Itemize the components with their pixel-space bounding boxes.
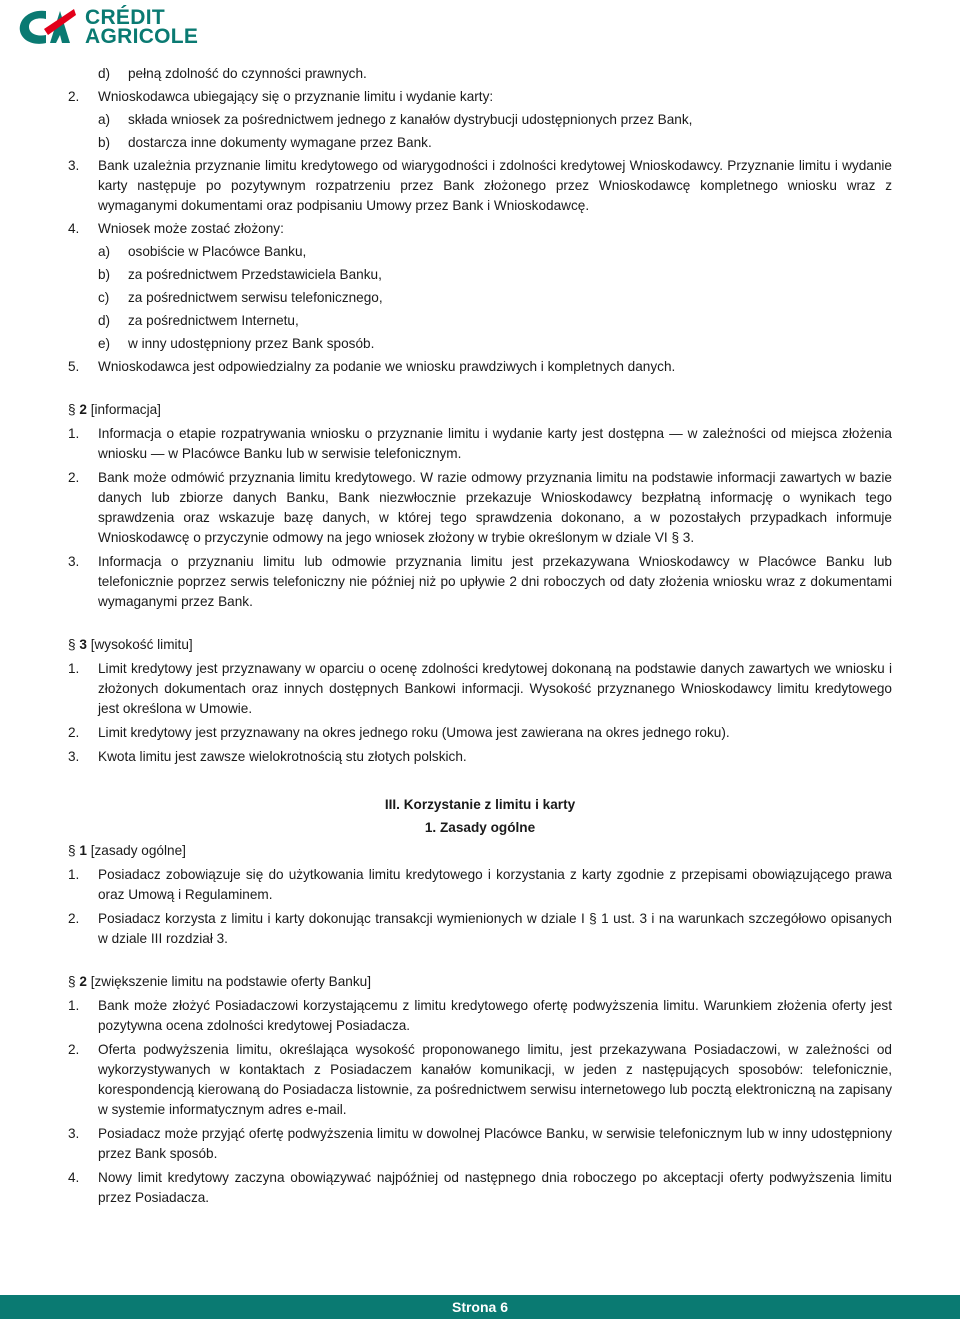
item-text: Bank uzależnia przyznanie limitu kredytowego od wiarygodności i zdolności kredytowej Wnioskodawcy. Przyznanie limitu i wydanie karty następuje po pozytywnym rozpatrzeniu przez Bank złożonego przez Wnioskodawcę kompletnego wniosku wraz z wymaganymi dokumentami oraz podpisaniu Umowy przez Bank i Wnioskodawcę. — [98, 158, 892, 213]
sub-list-item — [98, 311, 892, 331]
item-text: osobiście w Placówce Banku, — [128, 244, 307, 259]
sub-list-item — [98, 334, 892, 354]
sub-list-item — [98, 242, 892, 262]
section-number: 2 — [79, 402, 87, 417]
item-number: e) — [98, 336, 111, 351]
list-item — [68, 747, 892, 767]
section-title: [zwiększenie limitu na podstawie oferty Banku] — [90, 974, 372, 989]
item-text: Limit kredytowy jest przyznawany w oparciu o ocenę zdolności kredytowej dokonaną na podstawie danych zawartych we wniosku i złożonych dokumentach oraz innych dostępnych Bankowi informacji. Wysokość przyznanego Wnioskodawcy limitu kredytowego jest określona w Umowie. — [98, 661, 892, 716]
list-item — [68, 1040, 892, 1120]
item-text: za pośrednictwem Internetu, — [128, 313, 299, 328]
item-text: za pośrednictwem Przedstawiciela Banku, — [128, 267, 382, 282]
application-section — [68, 64, 892, 377]
item-number: 2. — [68, 911, 80, 926]
item-number: 1. — [68, 998, 80, 1013]
item-text: w inny udostępniony przez Bank sposób. — [128, 336, 375, 351]
list-item — [68, 357, 892, 377]
section-heading-zasady-ogolne — [68, 841, 892, 861]
section-symbol: § — [68, 637, 76, 652]
item-number: b) — [98, 267, 111, 282]
section-symbol: § — [68, 402, 76, 417]
item-number: 3. — [68, 749, 80, 764]
item-text: Oferta podwyższenia limitu, określająca wysokość proponowanego limitu, jest przekazywana Posiadaczowi, w zależności od wykorzystywanych w kontaktach z Posiadaczem kanałów komunikacji, w jeden z następujących sposobów: telefonicznie, korespondencją kierowaną do Posiadacza listownie, za pośrednictwem serwisu internetowego lub pocztą elektroniczną na zapisany w systemie informatycznym adres e-mail. — [98, 1042, 892, 1117]
informacja-list — [68, 420, 892, 612]
item-text: Posiadacz zobowiązuje się do użytkowania limitu kredytowego i korzystania z karty zgodnie z przepisami obowiązującego prawa oraz Umową i Regulaminem. — [98, 867, 892, 902]
item-text: Posiadacz może przyjąć ofertę podwyższenia limitu w dowolnej Placówce Banku, w serwisie telefonicznym lub w inny udostępniony przez Bank sposób. — [98, 1126, 892, 1161]
list-item — [68, 1168, 892, 1208]
item-text: Nowy limit kredytowy zaczyna obowiązywać najpóźniej od następnego dnia roboczego po akceptacji oferty podwyższenia limitu przez Posiadacza. — [98, 1170, 892, 1205]
page-number: Strona 6 — [451, 1299, 508, 1315]
zwiekszenie-limitu-list — [68, 992, 892, 1208]
item-number: 2. — [68, 470, 80, 485]
list-item — [68, 219, 892, 239]
list-item — [68, 865, 892, 905]
item-number: 4. — [68, 221, 80, 236]
item-number: 2. — [68, 1042, 80, 1057]
item-text: Kwota limitu jest zawsze wielokrotnością stu złotych polskich. — [98, 749, 467, 764]
item-number: 3. — [68, 158, 80, 173]
item-text: Posiadacz korzysta z limitu i karty dokonując transakcji wymienionych w dziale I § 1 ust. 3 i na warunkach szczegółowo opisanych w dziale III rozdział 3. — [98, 911, 892, 946]
logo-line-2: AGRICOLE — [85, 25, 199, 48]
logo-line-1: CRÉDIT — [85, 6, 165, 29]
list-item — [68, 468, 892, 548]
section-heading-informacja — [68, 400, 892, 420]
item-number: 1. — [68, 426, 80, 441]
section-title: [wysokość limitu] — [90, 637, 193, 652]
section-number: 1 — [79, 843, 87, 858]
item-text: Wnioskodawca ubiegający się o przyznanie limitu i wydanie karty: — [98, 89, 494, 104]
section-heading-zwiekszenie-limitu — [68, 972, 892, 992]
item-text: pełną zdolność do czynności prawnych. — [128, 66, 367, 81]
sub-list-item — [98, 288, 892, 308]
section-title: [informacja] — [90, 402, 161, 417]
wysokosc-limitu-list — [68, 655, 892, 767]
section-number: 3 — [79, 637, 87, 652]
item-number: a) — [98, 112, 111, 127]
section-heading-wysokosc-limitu — [68, 635, 892, 655]
item-number: 2. — [68, 89, 80, 104]
item-number: c) — [98, 290, 110, 305]
item-number: 3. — [68, 1126, 80, 1141]
item-text: składa wniosek za pośrednictwem jednego z kanałów dystrybucji udostępnionych przez Bank, — [128, 112, 693, 127]
item-number: 2. — [68, 725, 80, 740]
list-item — [68, 1124, 892, 1164]
item-number: 1. — [68, 867, 80, 882]
item-text: Informacja o przyznaniu limitu lub odmowie przyznania limitu jest przekazywana Wnioskodawcy w Placówce Banku lub telefonicznie poprzez serwis telefoniczny nie później niż po upływie 2 dni roboczych od daty złożenia wniosku wraz z dokumentami wymaganymi przez Bank. — [98, 554, 892, 609]
item-text: Wnioskodawca jest odpowiedzialny za podanie we wniosku prawdziwych i kompletnych danych. — [98, 359, 676, 374]
list-item — [68, 723, 892, 743]
chapter-title: III. Korzystanie z limitu i karty — [384, 797, 576, 812]
logo-wordmark — [85, 8, 198, 46]
list-item — [68, 552, 892, 612]
sub-list-item — [98, 64, 892, 84]
document-body — [68, 64, 892, 1208]
sub-list-item — [98, 133, 892, 153]
item-text: za pośrednictwem serwisu telefonicznego, — [128, 290, 383, 305]
section-symbol: § — [68, 974, 76, 989]
item-text: Bank może odmówić przyznania limitu kredytowego. W razie odmowy przyznania limitu na podstawie informacji zawartych w bazie danych lub zbiorze danych Banku, Bank niezwłocznie przekazuje Wnioskodawcy bezpłatną informację o wynikach tego sprawdzenia oraz wskazuje bazę danych, w której tego sprawdzenia dokonano, a w pozostałych przypadkach informuje Wnioskodawcę o przyczynie odmowy na jego wniosek złożony w trybie określonym w dziale VI § 3. — [98, 470, 892, 545]
list-item — [68, 87, 892, 107]
section-number: 2 — [79, 974, 87, 989]
list-item — [68, 996, 892, 1036]
item-number: 4. — [68, 1170, 80, 1185]
credit-agricole-logo — [16, 6, 198, 48]
list-item — [68, 659, 892, 719]
section-title: [zasady ogólne] — [90, 843, 186, 858]
list-item — [68, 909, 892, 949]
item-number: d) — [98, 66, 111, 81]
item-number: 3. — [68, 554, 80, 569]
page-footer — [0, 1295, 960, 1319]
list-item — [68, 156, 892, 216]
credit-agricole-emblem-icon — [16, 7, 78, 47]
zasady-ogolne-list — [68, 861, 892, 949]
item-number: 1. — [68, 661, 80, 676]
item-number: 5. — [68, 359, 80, 374]
item-number: a) — [98, 244, 111, 259]
sub-list-item — [98, 110, 892, 130]
item-number: b) — [98, 135, 111, 150]
item-text: Informacja o etapie rozpatrywania wniosku o przyznanie limitu i wydanie karty jest dostępna — w zależności od miejsca złożenia wniosku — w Placówce Banku lub w serwisie telefonicznym. — [98, 426, 892, 461]
sub-list-item — [98, 265, 892, 285]
chapter-subtitle: 1. Zasady ogólne — [424, 820, 536, 835]
item-number: d) — [98, 313, 111, 328]
item-text: Wniosek może zostać złożony: — [98, 221, 284, 236]
list-item — [68, 424, 892, 464]
item-text: Bank może złożyć Posiadaczowi korzystającemu z limitu kredytowego ofertę podwyższenia limitu. Warunkiem złożenia oferty jest pozytywna ocena zdolności kredytowej Posiadacza. — [98, 998, 892, 1033]
item-text: dostarcza inne dokumenty wymagane przez Bank. — [128, 135, 432, 150]
item-text: Limit kredytowy jest przyznawany na okres jednego roku (Umowa jest zawierana na okres jednego roku). — [98, 725, 730, 740]
section-symbol: § — [68, 843, 76, 858]
